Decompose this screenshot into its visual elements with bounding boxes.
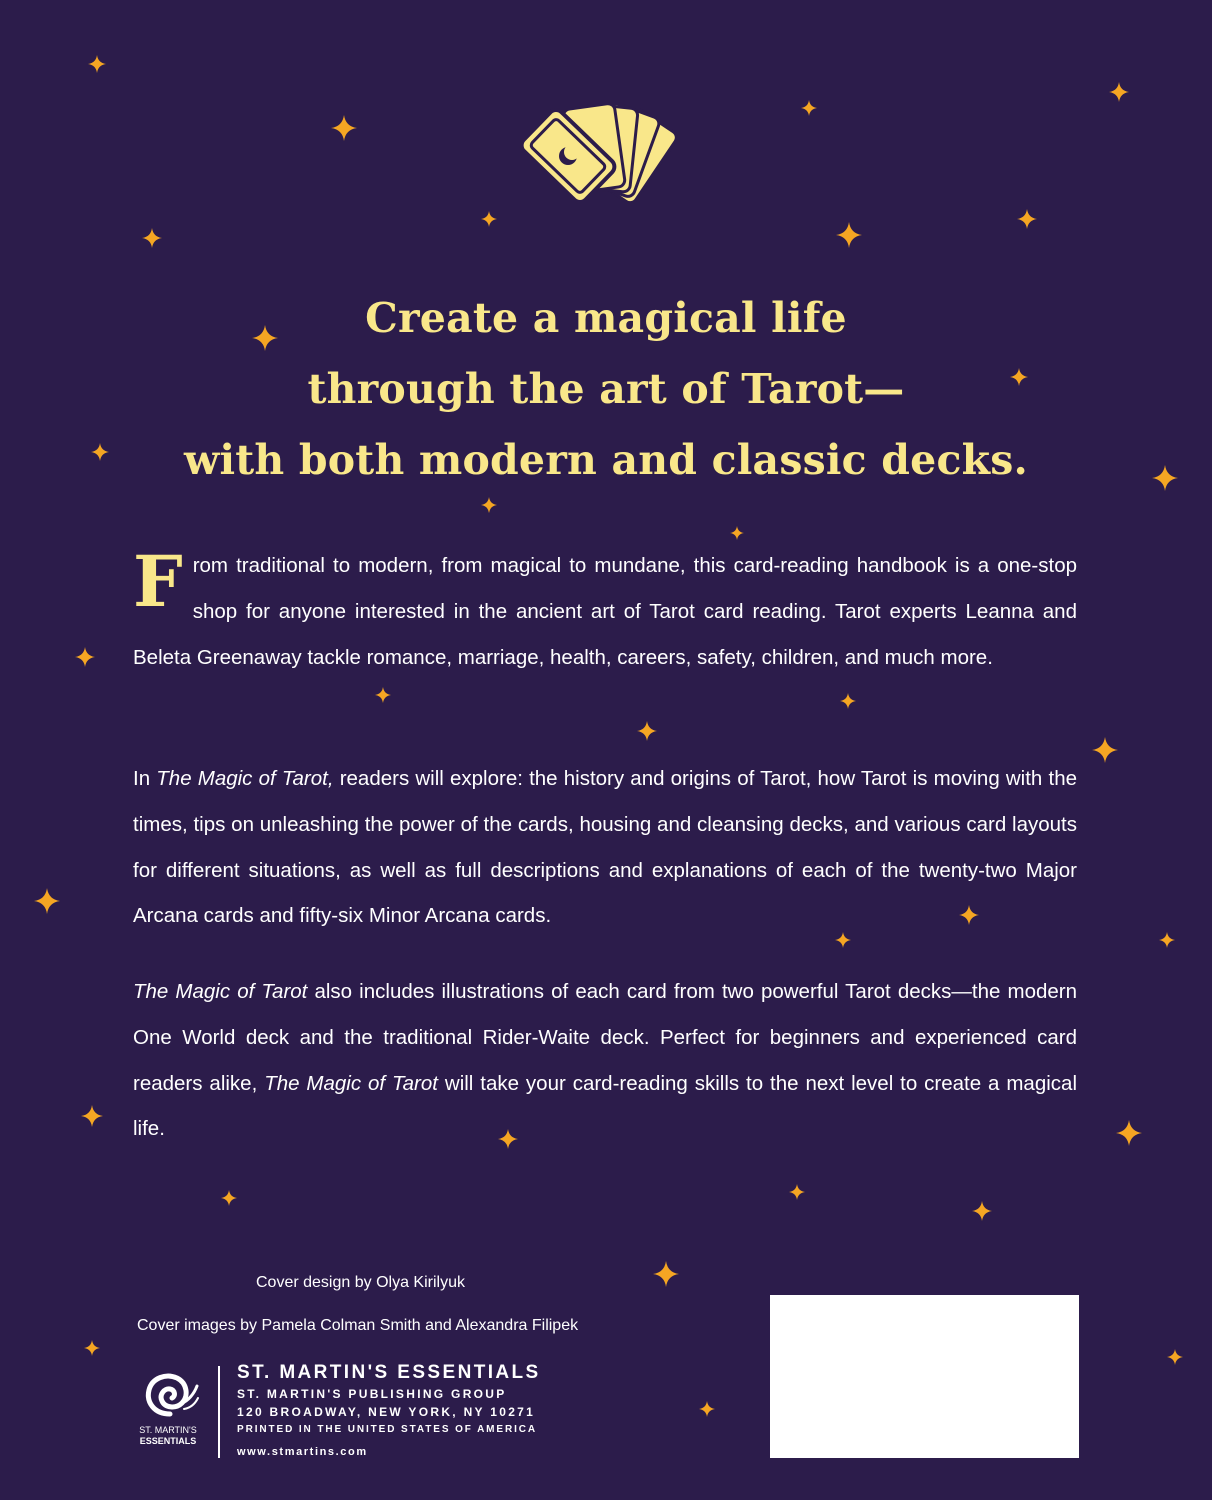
star-icon (375, 687, 391, 703)
paragraph-2-prefix: In (133, 767, 157, 790)
star-icon (730, 526, 744, 540)
tarot-cards-icon (508, 92, 704, 216)
headline-line-1: Create a magical life (365, 294, 847, 342)
publisher-imprint: ST. MARTIN'S ESSENTIALS (237, 1362, 541, 1383)
star-icon (1017, 209, 1037, 229)
star-icon (1167, 1349, 1183, 1365)
spiral-logo-icon (140, 1368, 200, 1422)
barcode-area (770, 1295, 1079, 1458)
book-title: The Magic of Tarot (133, 980, 308, 1003)
publisher-group: ST. MARTIN'S PUBLISHING GROUP (237, 1387, 507, 1401)
publisher-website-link[interactable]: www.stmartins.com (237, 1446, 368, 1458)
paragraph-3-text-2: will take your card-reading skills to the next level to create a magical life. (133, 1071, 1077, 1141)
star-icon (81, 1105, 103, 1127)
star-icon (34, 888, 60, 914)
headline-line-2: through the art of Tarot— (307, 365, 905, 413)
description-paragraph-2 (133, 756, 1077, 939)
star-icon (637, 721, 657, 741)
star-icon (1109, 82, 1129, 102)
star-icon (840, 693, 856, 709)
star-icon (1116, 1120, 1142, 1146)
star-icon (142, 228, 162, 248)
headline-line-3: with both modern and classic decks. (184, 436, 1028, 484)
star-icon (1092, 737, 1118, 763)
star-icon (1159, 932, 1175, 948)
cover-images-credit: Cover images by Pamela Colman Smith and Alexandra Filipek (137, 1317, 579, 1334)
paragraph-3-text-1: also includes illustrations of each card from two powerful Tarot decks—the modern One World deck and the traditional Rider-Waite deck. Perfect for beginners and experienced card readers alike, (133, 980, 1077, 1095)
cover-design-credit: Cover design by Olya Kirilyuk (256, 1274, 465, 1291)
description-paragraph-1 (133, 540, 1077, 680)
star-icon (75, 647, 95, 667)
logo-text-line-2: ESSENTIALS (139, 1436, 197, 1446)
star-icon (84, 1340, 100, 1356)
star-icon (88, 55, 106, 73)
drop-cap: F (133, 540, 183, 623)
book-title: The Magic of Tarot, (156, 767, 334, 790)
printed-in-notice: PRINTED IN THE UNITED STATES OF AMERICA (237, 1424, 538, 1435)
logo-text-line-1: ST. MARTIN'S (139, 1425, 197, 1435)
star-icon (221, 1190, 237, 1206)
star-icon (836, 222, 862, 248)
star-icon (331, 115, 357, 141)
publisher-logo (130, 1368, 206, 1450)
book-title: The Magic of Tarot (264, 1071, 438, 1095)
headline (0, 283, 1212, 496)
paragraph-1-text: rom traditional to modern, from magical to mundane, this card-reading handbook is a one-stop shop for anyone interested in the ancient art of Tarot card reading. Tarot experts Leanna and Beleta Greenaway tackle romance, marriage, health, careers, safety, children, and much more. (133, 554, 1077, 669)
publisher-divider (218, 1366, 220, 1458)
star-icon (653, 1261, 679, 1287)
star-icon (481, 211, 497, 227)
paragraph-2-text: readers will explore: the history and origins of Tarot, how Tarot is moving with the times, tips on unleashing the power of the cards, housing and cleansing decks, and various card layouts for different situations, as well as full descriptions and explanations of each of the twenty-two Major Arcana cards and fifty-six Minor Arcana cards. (133, 767, 1077, 928)
star-icon (481, 497, 497, 513)
star-icon (801, 100, 817, 116)
star-icon (699, 1401, 715, 1417)
publisher-address: 120 BROADWAY, NEW YORK, NY 10271 (237, 1405, 536, 1419)
star-icon (972, 1201, 992, 1221)
star-icon (789, 1184, 805, 1200)
description-paragraph-3 (133, 969, 1077, 1152)
